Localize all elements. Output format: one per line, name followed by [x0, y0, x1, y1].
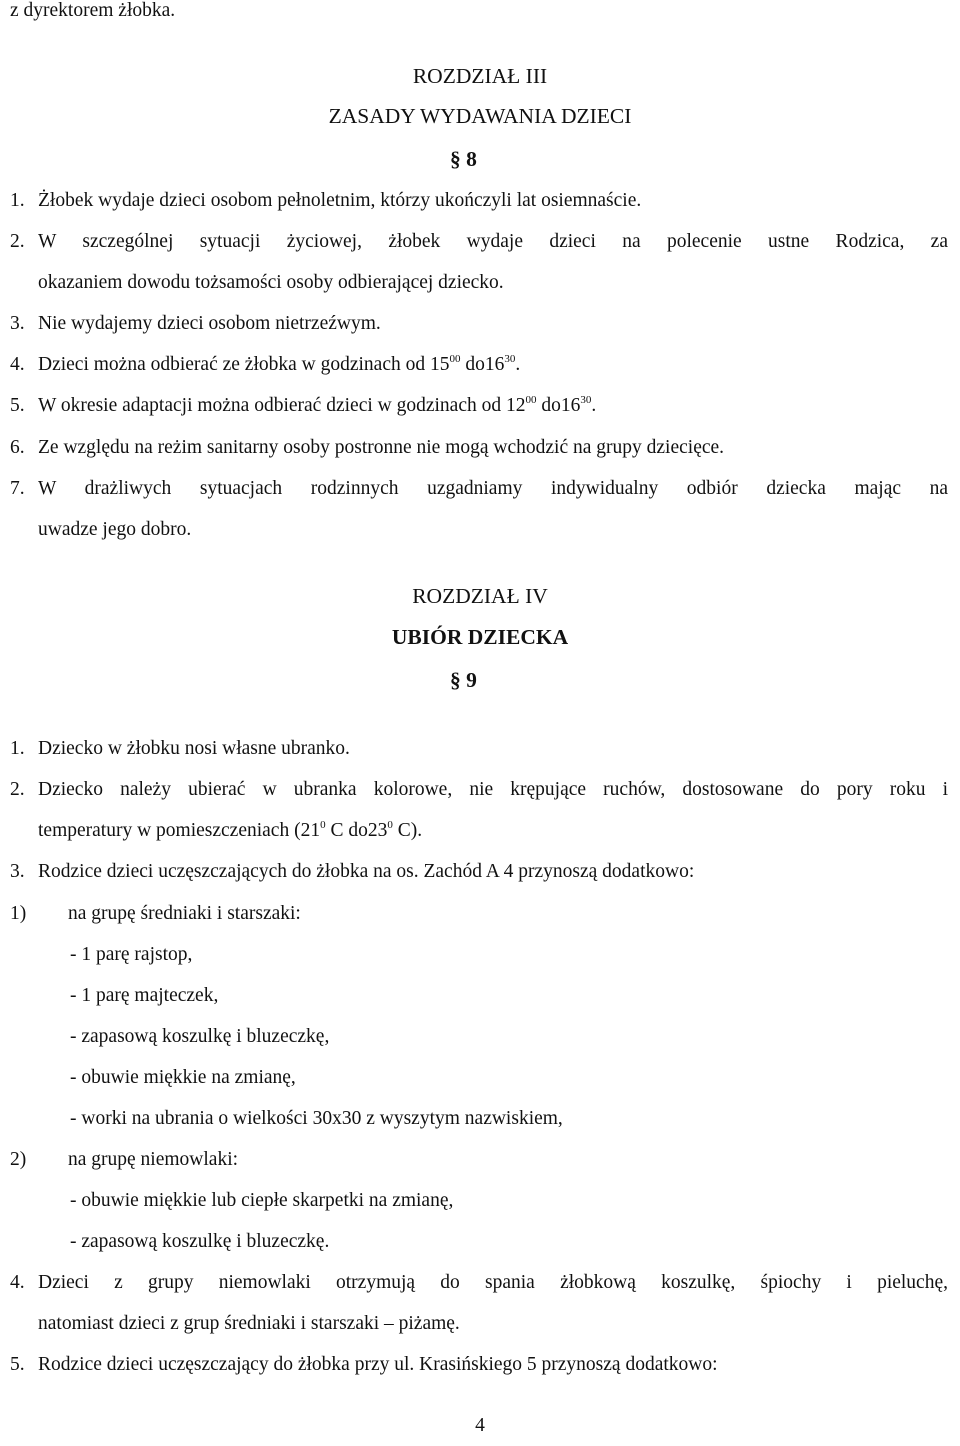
item-text: Żłobek wydaje dzieci osobom pełnoletnim, którzy ukończyli lat osiemnaście.	[38, 190, 642, 211]
superscript: 0	[387, 818, 393, 831]
page-number: 4	[475, 1415, 485, 1436]
dash-item: - worki na ubrania o wielkości 30x30 z wyszytym nazwiskiem,	[70, 1108, 563, 1129]
list-item	[10, 1262, 948, 1303]
item-number: 1.	[10, 190, 25, 211]
list-item	[10, 427, 948, 468]
dash-item: - obuwie miękkie na zmianę,	[70, 1067, 296, 1088]
item-text: Rodzice dzieci uczęszczających do żłobka na os. Zachód A 4 przynoszą dodatkowo:	[38, 861, 695, 882]
item-text: .	[515, 354, 521, 375]
item-text: Ze względu na reżim sanitarny osoby postronne nie mogą wchodzić na grupy dziecięce.	[38, 437, 725, 458]
item-number: 5.	[10, 395, 25, 416]
list-item	[10, 769, 948, 810]
chapter3-paragraph-mark: § 8	[450, 147, 477, 171]
sublist-number: 1)	[10, 903, 27, 924]
superscript: 30	[504, 352, 516, 365]
item-number: 4.	[10, 1272, 25, 1293]
item-text: do16	[460, 354, 505, 375]
item-text: C do23	[325, 820, 388, 841]
list-item	[10, 221, 948, 262]
dash-item: - 1 parę majteczek,	[70, 985, 219, 1006]
item-text: .	[591, 395, 597, 416]
item-number: 7.	[10, 478, 25, 499]
item-text: temperatury w pomieszczeniach (21	[38, 820, 321, 841]
chapter3-subtitle: ZASADY WYDAWANIA DZIECI	[328, 104, 632, 128]
dash-item: - obuwie miękkie lub ciepłe skarpetki na zmianę,	[70, 1190, 454, 1211]
superscript: 00	[449, 352, 461, 365]
item-number: 6.	[10, 437, 25, 458]
chapter3-title: ROZDZIAŁ III	[412, 64, 548, 88]
superscript: 00	[525, 393, 537, 406]
item-number: 2.	[10, 231, 25, 252]
chapter4-paragraph-mark: § 9	[450, 668, 477, 692]
sublist-title: na grupę średniaki i starszaki:	[68, 903, 301, 924]
superscript: 30	[580, 393, 592, 406]
sublist-item	[10, 893, 301, 934]
superscript: 0	[320, 818, 326, 831]
list-item	[10, 180, 948, 221]
item-continuation: natomiast dzieci z grup średniaki i starszaki – piżamę.	[38, 1313, 460, 1334]
item-number: 4.	[10, 354, 25, 375]
sublist-number: 2)	[10, 1149, 27, 1170]
item-number: 3.	[10, 861, 25, 882]
item-text: W szczególnej sytuacji życiowej, żłobek wydaje dzieci na polecenie ustne Rodzica, za	[38, 231, 948, 252]
item-continuation: okazaniem dowodu tożsamości osoby odbierającej dziecko.	[38, 272, 504, 293]
chapter4-title: ROZDZIAŁ IV	[412, 584, 548, 608]
item-number: 1.	[10, 738, 25, 759]
top-line: z dyrektorem żłobka.	[10, 0, 176, 21]
item-continuation: uwadze jego dobro.	[38, 519, 192, 540]
item-number: 2.	[10, 779, 25, 800]
item-text: W drażliwych sytuacjach rodzinnych uzgadniamy indywidualny odbiór dziecka mając na	[38, 478, 948, 499]
item-text: do16	[536, 395, 581, 416]
dash-item: - zapasową koszulkę i bluzeczkę,	[70, 1026, 330, 1047]
item-number: 3.	[10, 313, 25, 334]
list-item	[10, 344, 948, 385]
list-item	[10, 728, 948, 769]
item-number: 5.	[10, 1354, 25, 1375]
item-text: C).	[392, 820, 423, 841]
chapter4-subtitle: UBIÓR DZIECKA	[391, 625, 569, 649]
item-text: Dzieci można odbierać ze żłobka w godzinach od 15	[38, 354, 450, 375]
dash-item: - 1 parę rajstop,	[70, 944, 193, 965]
item-text: Dzieci z grupy niemowlaki otrzymują do spania żłobkową koszulkę, śpiochy i pieluchę,	[38, 1272, 948, 1293]
list-item	[10, 1344, 948, 1385]
list-item	[10, 385, 948, 426]
list-item	[10, 303, 948, 344]
item-text: Dziecko w żłobku nosi własne ubranko.	[38, 738, 350, 759]
sublist-title: na grupę niemowlaki:	[68, 1149, 239, 1170]
item-text: Nie wydajemy dzieci osobom nietrzeźwym.	[38, 313, 381, 334]
item-continuation	[38, 810, 948, 851]
item-text: W okresie adaptacji można odbierać dzieci w godzinach od 12	[38, 395, 526, 416]
item-text: Dziecko należy ubierać w ubranka kolorowe, nie krępujące ruchów, dostosowane do pory roku i	[38, 779, 948, 800]
dash-item: - zapasową koszulkę i bluzeczkę.	[70, 1231, 330, 1252]
list-item	[10, 851, 948, 892]
list-item	[10, 468, 948, 509]
sublist-item	[10, 1139, 238, 1180]
item-text: Rodzice dzieci uczęszczający do żłobka przy ul. Krasińskiego 5 przynoszą dodatkowo:	[38, 1354, 718, 1375]
